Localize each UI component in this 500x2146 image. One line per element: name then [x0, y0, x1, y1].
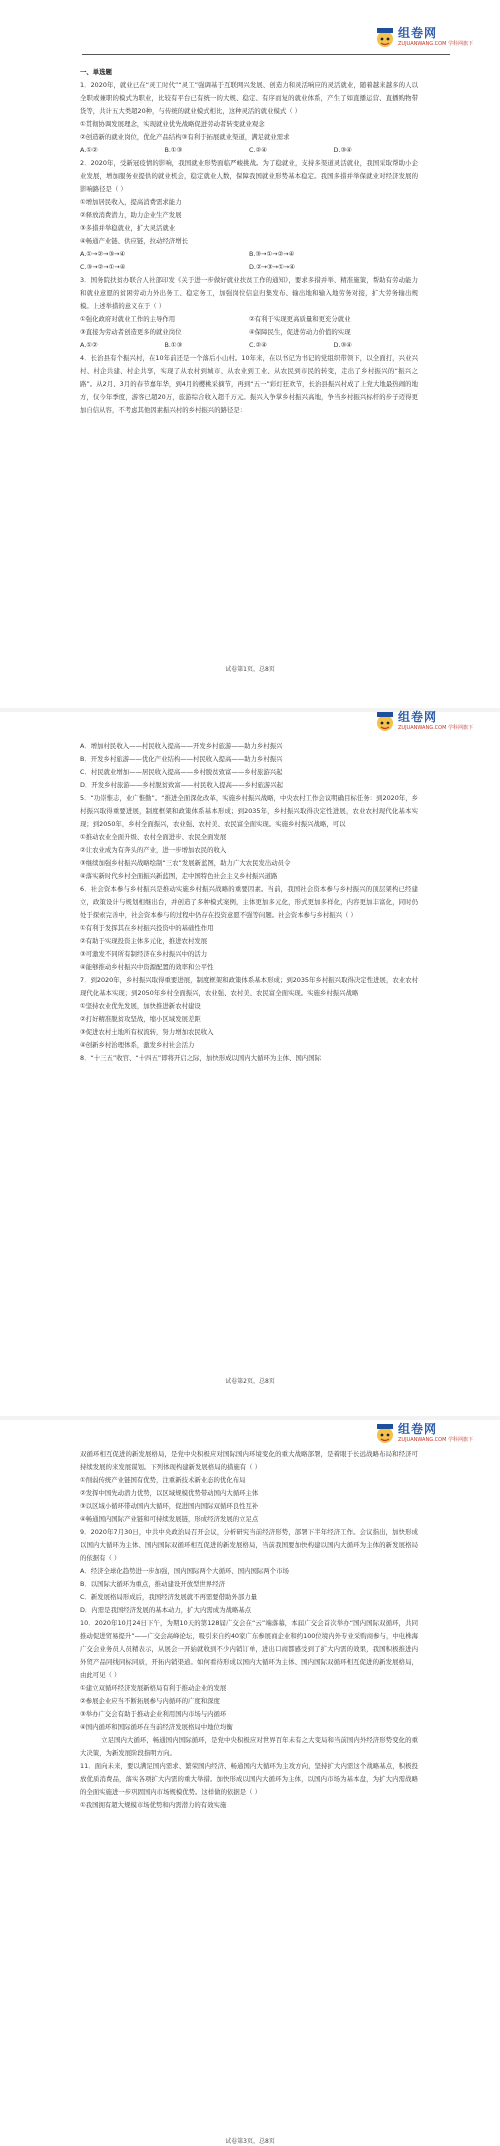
question-5-stem: 5．“功崇惟志，业广惟勤”。“推进全面深化改革，实施乡村振兴战略，中央农村工作会议明确目标任务：到2020年，乡村振兴取得重要进展，制度框架和政策体系基本形成；到2035年，乡村振兴取得决定性进展，农业农村现代化基本实现；到2050年，乡村全面振兴，农业强、农村美、农民富全面实现。实施乡村振兴战略，可以: [80, 794, 418, 828]
logo-brand: 组卷网: [398, 26, 438, 40]
logo-brand: 组卷网: [398, 710, 438, 724]
question-5-option: ②让农业成为有奔头的产业，进一步增加农民的收入: [80, 846, 227, 854]
logo-slogan: ZUJUANWANG.COM 学科网旗下: [398, 725, 474, 731]
question-9-choice[interactable]: A．经济全球化趋势进一步加强，国内国际两个大循环、国内国际两个市场: [80, 1567, 289, 1575]
zujuan-logo: [374, 1422, 474, 1446]
question-8-option: ②发挥中国先动潜力优势，以区域规模优势带动国内大循环主体: [80, 1489, 259, 1497]
question-4-choice[interactable]: A．增加村民收入——村民收入提高——开发乡村旅游——助力乡村振兴: [80, 742, 283, 750]
question-10-stem: 10．2020年10月24日下午，为期10天的第128届广交会在“云”端落幕，本届广交会首次举办“国内国际双循环，共同推动促进贸易提升”——广交会高峰论坛，吸引来自约40家广东参展商企业和约100位境内外专业采购商参与，中电株海广交会业务员人员精表示，从展会一开始就收到不少内销订单，进出口商都感受到了扩大内需的效果，我国积极推进内外贸产品同线同标同质，开拓内销渠道。如何看待形成以国内大循环为主体、国内国际双循环相互促进的新发展格局，由此可见（ ）: [80, 1619, 418, 1679]
choice-a[interactable]: A.①②: [80, 146, 98, 154]
question-2-option: ③多措并举稳就业，扩大灵活就业: [80, 224, 176, 232]
question-7-stem: 7．到2020年，乡村振兴取得重要进展，制度框架和政策体系基本形成；到2035年乡村振兴取得决定性进展，农业农村现代化基本实现；到2050年乡村全面振兴，农业强、农村美、农民富全面实现。实施乡村振兴战略: [80, 976, 418, 997]
question-5-option: ④落实新时代乡村全面振兴新蓝图，走中国特色社会主义乡村振兴道路: [80, 872, 278, 880]
choice-c[interactable]: C.②④: [249, 341, 267, 349]
question-11-stem: 11．面向未来，要以满足国内需求、繁荣国内经济、畅通国内大循环为主攻方向，坚持扩大内需这个战略基点，积极投放优质消费品，落实各项扩大内需的重大举措。加快形成以国内大循环为主体，以国内市场为基本盘，为扩大内需战略的全面实施进一步巩固国内市场规模优势。这样做的依据是（ ）: [80, 1762, 418, 1796]
mascot-icon: [374, 1422, 396, 1446]
choice-d[interactable]: D.③④: [333, 146, 352, 154]
question-3-option: ②有利于实现更高质量和更充分就业: [249, 315, 351, 323]
question-4-choice[interactable]: B．开发乡村旅游——优化产业结构——村民收入提高——助力乡村振兴: [80, 755, 283, 763]
question-7-option: ②打好精准脱贫攻坚战，缩小区域发展差距: [80, 1015, 201, 1023]
question-2-stem: 2．2020年，受新冠疫情的影响，我国就业形势面临严峻挑战。为了稳就业，支持多渠道灵活就业，我国采取帮助小企业发展，增加服务业提供的就业机会，稳定就业人数，保障我国就业形势基本稳定。我国多措并举保就业对经济发展的影响路径是（ ）: [80, 159, 418, 193]
page-header: [0, 0, 500, 64]
question-7-option: ④创新乡村治理体系，激发乡村社会活力: [80, 1041, 195, 1049]
logo-slogan: ZUJUANWANG.COM 学科网旗下: [398, 41, 474, 47]
logo-brand: 组卷网: [398, 1422, 438, 1436]
choice-a[interactable]: A.①②: [80, 341, 98, 349]
question-3-options: [80, 313, 418, 339]
question-9-choice[interactable]: B．以国际大循环为重点，推动建设开放型世界经济: [80, 1580, 225, 1588]
question-6-stem: 6．社会资本参与乡村振兴是推动实施乡村振兴战略的重要因素。当前，我国社会资本参与乡村振兴的顶层架构已经建立，政策设计与规划相继出台，并创造了多种模式案例，主体更加多元化，形式更加多样化，内容更加丰富化，同时仍处于探索完善中，社会资本参与的过程中仍存在投资意愿不强等问题。社会资本参与乡村振兴（ ）: [80, 885, 418, 919]
page-1-content: [80, 66, 418, 417]
question-8-option: ④畅通国内国际产业链和可持续发展链，形成经济发展的立足点: [80, 1515, 259, 1523]
question-10-option: ②参展企业应当不断拓展参与内循环的广度和深度: [80, 1697, 220, 1705]
choice-d[interactable]: D.②→③→①→④: [249, 263, 295, 271]
logo-slogan: ZUJUANWANG.COM 学科网旗下: [398, 1437, 474, 1443]
question-8-option: ①削弱传统产业链国有优势，注重新技术新业态的优化布局: [80, 1476, 246, 1484]
question-8-stem: 8．“十三五”收官、“十四五”即将开启之际，加快形成以国内大循环为主体、国内国际: [80, 1054, 321, 1062]
section-title: 一、单选题: [80, 68, 112, 76]
page-2: [0, 712, 500, 1416]
choice-c[interactable]: C.③→②→①→④: [80, 263, 126, 271]
question-10-option: ③举办广交会有助于推动企业利用国内市场与内循环: [80, 1710, 227, 1718]
page-footer: 试卷第1页，总8页: [225, 666, 275, 673]
question-2-option: ④畅通产业链、供应链，拉动经济增长: [80, 237, 188, 245]
question-3-option: ①强化政府对就业工作的主导作用: [80, 315, 176, 323]
mascot-icon: [374, 26, 396, 50]
question-9-choice[interactable]: D．内需是我国经济发展的基本动力，扩大内需成为战略基点: [80, 1606, 252, 1614]
question-1-stem: 1．2020年，就业已在“灵工时代”“灵工”强调基于互联网兴发展、创造力和灵活响应的灵活就业，随着越来越多的人以全职或兼职的模式为职业，比较有平台已有统一的大规、稳定、有序而复的就业体系，产生了如直播运营、直播购物带货等，共计五大类超20种，与传统的就业模式相比，这种灵活的就业模式（ ）: [80, 81, 418, 115]
question-8-option: ③以区域小循环带动国内大循环，促进国内国际双循环良性互补: [80, 1502, 259, 1510]
question-2-choices: [80, 248, 418, 274]
question-3-option: ④保障民生，促进劳动力价值的实现: [249, 328, 351, 336]
question-6-option: ③可激发不同所有制经济在乡村振兴中的活力: [80, 950, 208, 958]
choice-d[interactable]: D.③④: [333, 341, 352, 349]
zujuan-logo: [374, 26, 474, 50]
choice-b[interactable]: B.③→①→②→④: [249, 250, 295, 258]
question-7-option: ①坚持农业优先发展，加快推进新农村建设: [80, 1002, 201, 1010]
choice-b[interactable]: B.①③: [164, 146, 183, 154]
question-1-choices: [80, 144, 418, 157]
choice-a[interactable]: A.①→②→③→④: [80, 250, 126, 258]
question-3-choices: [80, 339, 418, 352]
page-2-content: [80, 740, 418, 1065]
question-7-option: ③促进农村土地所有权流转，努力增加农民收入: [80, 1028, 214, 1036]
zujuan-logo: [374, 710, 474, 734]
question-4-choice[interactable]: D．开发乡村旅游——乡村脱贫致富——村民收入提高——乡村旅游兴起: [80, 781, 284, 789]
question-2-option: ①增加居民收入，提高消费需求能力: [80, 198, 182, 206]
mascot-icon: [374, 710, 396, 734]
question-1-option: ②创造新的就业岗位，优化产品结构③有利于拓展就业渠道，满足就业需求: [80, 133, 290, 141]
page-3-content: [80, 1448, 418, 1812]
question-2-option: ②释放消费潜力，助力企业生产发展: [80, 211, 182, 219]
choice-c[interactable]: C.②④: [249, 146, 267, 154]
question-11-option: ①我国拥有超大规模市场优势和内需潜力的有效实施: [80, 1801, 227, 1809]
question-8-continued: 双循环相互促进的新发展格局，是党中央积极应对国际国内环境变化的重大战略部署，是着眼于长远战略布局和经济可持续发展的来发展谋划。下列体现构建新发展格局的措施有（ ）: [80, 1450, 418, 1471]
question-1-option: ①贯彻协调发展理念，实现就业优先战略促进劳动者转变就业观念: [80, 120, 265, 128]
page-footer: 试卷第2页，总8页: [225, 1378, 275, 1385]
choice-b[interactable]: B.①③: [164, 341, 183, 349]
question-5-option: ①推动农业全面升级、农村全面进步、农民全面发展: [80, 833, 227, 841]
question-9-choice[interactable]: C．新发展格局形成后，我国经济发展就不再需要借助外部力量: [80, 1593, 258, 1601]
question-4-choice[interactable]: C．村民就业增加——居民收入提高——乡村脱贫致富——乡村旅游兴起: [80, 768, 283, 776]
question-6-option: ④能够推动乡村振兴中资源配置的效率和公平性: [80, 963, 214, 971]
question-10-option: ④国内循环和国际循环在当前经济发展格局中地位均衡: [80, 1723, 233, 1731]
question-6-option: ①有利于发挥其在乡村振兴投资中的基础性作用: [80, 924, 214, 932]
question-11-context: 立足国内大循环，畅通国内国际循环，是党中央积极应对世界百年未有之大变局和当前国内外经济形势变化的重大决策，为新发展阶段指明方向。: [80, 1736, 418, 1757]
page-footer: 试卷第3页，总8页: [225, 2138, 275, 2145]
question-10-option: ①建立双循环经济发展新格局有利于推动企业的发展: [80, 1684, 227, 1692]
question-4-stem: 4．长治县有个振兴村，在10年前还是一个落后小山村。10年来，在以书记为书记的党组织带领下，以全面打，兴业兴村、村企共建、村企共享，实现了从农村到城市、从农业到工业、从农民到市民的转变，走出了乡村振兴的“振兴之路”。从2月、3月的春节嘉年华，到4月的樱桃采摘节，再到“五一”彩灯狂欢节，长治县振兴村成了上党大地最热闹的地方，仅今年季度，游客已超20万，旅游综合收入超千万元。振兴入争掌乡村振兴高地，争当乡村振兴标杆的步子迈得更加自信从容，不考虑其他因素振兴村的乡村振兴的路径是：: [80, 354, 418, 414]
page-1: [0, 0, 500, 708]
question-3-stem: 3．国务院扶贫办联合人社部印发《关于进一步做好就业扶贫工作的通知》，要求多措并举、精准施策，帮助有劳动能力和就业意愿的贫困劳动力外出务工、稳定务工，加强岗位信息归集发布、输出地和输入地劳务对接，扩大劳务输出规模。上述举措的意义在于（ ）: [80, 276, 418, 310]
question-6-option: ②有助于实现投资主体多元化，推进农村发展: [80, 937, 208, 945]
page-3: [0, 1420, 500, 2146]
question-9-stem: 9．2020年7月30日，中共中央政治局召开会议，分析研究当前经济形势，部署下半年经济工作。会议指出，加快形成以国内大循环为主体、国内国际双循环相互促进的新发展格局，当前我国要加快构建以国内大循环为主体的新发展格局的依据有（ ）: [80, 1528, 418, 1562]
question-5-option: ③继续加强乡村振兴战略绘制“三农”发展新蓝图，助力广大农民发出动员令: [80, 859, 291, 867]
header-rule: [82, 54, 450, 55]
question-3-option: ③直接为劳动者创造更多的就业岗位: [80, 328, 182, 336]
